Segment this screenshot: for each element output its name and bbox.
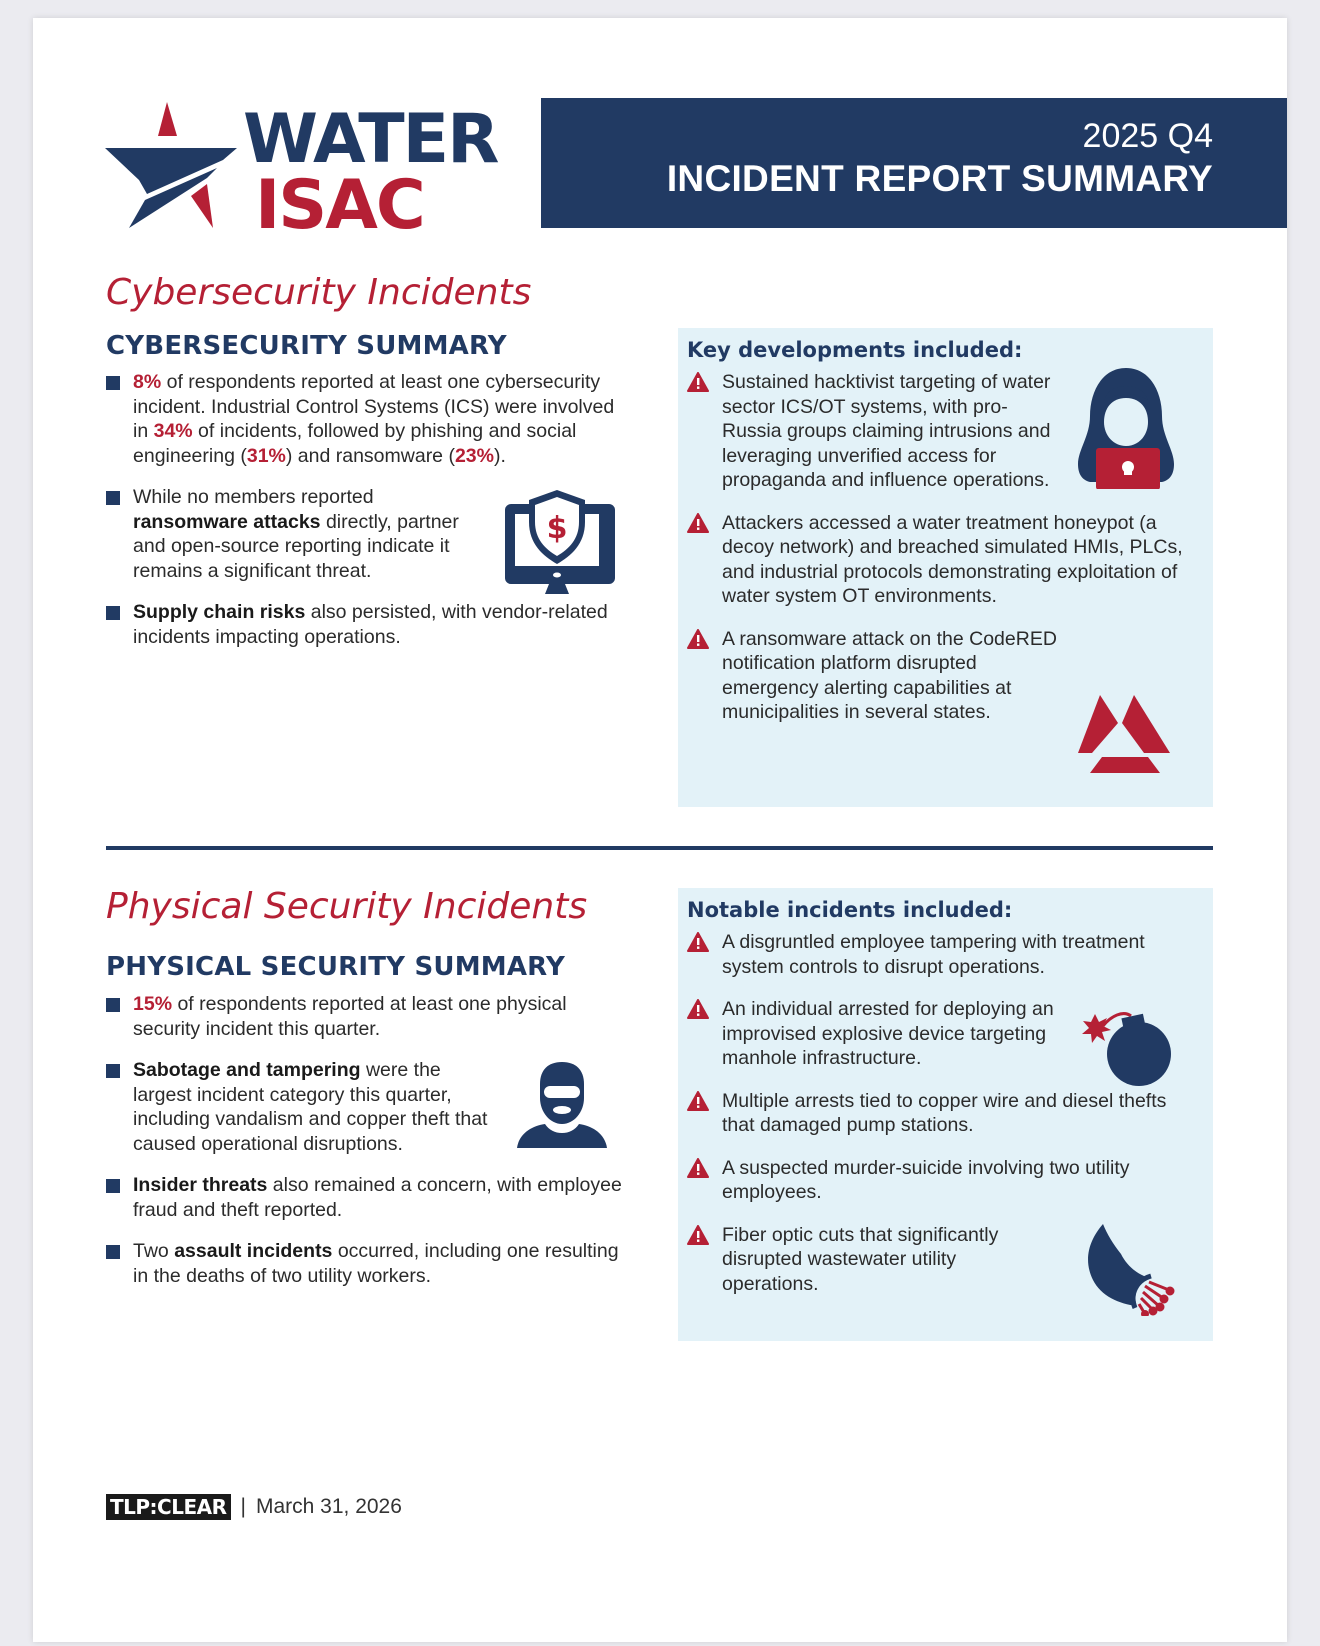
emphasis-text: Sabotage and tampering [133,1059,361,1081]
warning-icon [687,1158,709,1178]
bullet-text: ) and ransomware ( [285,444,455,467]
section-divider [106,846,1213,850]
key-developments-title: Key developments included: [687,338,1023,362]
bullet-item [106,370,626,468]
water-isac-logo [105,90,535,245]
incident-text: Fiber optic cuts that significantly disrupted wastewater utility operations. [722,1223,999,1295]
physical-section-title: Physical Security Incidents [106,886,588,927]
notable-incidents-title: Notable incidents included: [687,898,1013,922]
logo-word-water: WATER [243,100,498,179]
cyber-summary-heading: CYBERSECURITY SUMMARY [106,331,507,361]
incident-text: A ransomware attack on the CodeRED notification platform disrupted emergency alerting capabilities at municipalities in several states. [722,627,1057,723]
stat-percentage: 23% [454,444,494,467]
report-date: March 31, 2026 [255,1495,402,1518]
emphasis-text: assault incidents [174,1240,333,1262]
incident-text: A disgruntled employee tampering with treatment system controls to disrupt operations. [722,931,1145,978]
bullet-text: were the largest incident category this quarter, including vandalism and copper theft that caused operational disruptions. [133,1059,488,1155]
bullet-text: of respondents reported at least one cybersecurity incident. Industrial Control Systems (ICS) were involved in [133,371,615,442]
stat-percentage: 34% [153,420,193,442]
stat-percentage: 31% [246,444,286,467]
bullet-text: Two [133,1240,175,1262]
bullet-item [106,485,471,583]
bomb-icon [1079,1008,1175,1090]
incident-text: An individual arrested for deploying an improvised explosive device targeting manhole infrastructure. [722,998,1054,1069]
incident-item [687,1156,1203,1205]
bullet-text: also persisted, with vendor-related incidents impacting operations. [133,601,608,648]
warning-icon [687,372,709,392]
incident-text: Attackers accessed a water treatment honeypot (a decoy network) and breached simulated HMIs, PLCs, and industrial protocols demonstrating exploitation of water system OT environments. [722,511,1183,607]
incident-text: Sustained hacktivist targeting of water sector ICS/OT systems, with pro-Russia groups claiming intrusions and leveraging unverified access for propaganda and influence operations. [722,371,1051,491]
physical-bullet-list [106,992,636,1305]
title-banner [541,98,1287,228]
emphasis-text: ransomware attacks [133,510,321,533]
bullet-item [106,992,636,1041]
incident-item [687,930,1203,979]
warning-icon [687,1225,709,1245]
incident-text: Multiple arrests tied to copper wire and diesel thefts that damaged pump stations. [722,1089,1167,1136]
bullet-item [106,600,626,649]
bullet-text: also remained a concern, with employee fraud and theft reported. [133,1174,622,1221]
cyber-section-title: Cybersecurity Incidents [106,272,532,313]
bullet-text: of respondents reported at least one physical security incident this quarter. [133,993,567,1040]
incident-item [687,997,1082,1071]
hooded-hacker-icon [1076,364,1176,489]
codered-logo-icon [1078,695,1170,775]
tlp-label: TLP:CLEAR [106,1494,231,1520]
warning-icon [687,513,709,533]
warning-icon [687,1091,709,1111]
masked-person-icon [517,1062,607,1148]
report-title: INCIDENT REPORT SUMMARY [666,158,1213,199]
incident-text: A suspected murder-suicide involving two utility employees. [722,1156,1130,1203]
incident-item [687,627,1057,725]
report-page [33,18,1287,1642]
bullet-text: While no members reported [133,486,374,508]
stat-percentage: 15% [133,993,173,1015]
incident-item [687,370,1062,493]
bullet-item [106,1239,636,1288]
incident-item [687,1223,1057,1297]
warning-icon [687,629,709,649]
stat-percentage: 8% [133,371,162,393]
star-icon [105,90,250,230]
bullet-text: ). [493,444,506,467]
bullet-text: occurred, including one resulting in the deaths of two utility workers. [133,1240,619,1287]
warning-icon [687,999,709,1019]
emphasis-text: Insider threats [133,1174,268,1196]
physical-summary-heading: PHYSICAL SECURITY SUMMARY [106,952,565,982]
bullet-text: of incidents, followed by phishing and social engineering ( [133,420,577,467]
footer-separator: | [240,1495,246,1518]
report-quarter: 2025 Q4 [1082,117,1213,155]
emphasis-text: Supply chain risks [133,601,306,623]
incident-item [687,511,1203,609]
bullet-item [106,1058,491,1156]
warning-icon [687,932,709,952]
monitor-shield-dollar-icon [497,486,617,598]
bullet-item [106,1173,636,1222]
incident-item [687,1089,1203,1138]
footer [106,1494,402,1520]
bullet-text: directly, partner and open-source reporting indicate it remains a significant threat. [133,510,459,582]
svg-text:$: $ [546,511,568,546]
logo-word-isac: ISAC [255,166,424,245]
fiber-optic-cable-icon [1083,1224,1175,1316]
